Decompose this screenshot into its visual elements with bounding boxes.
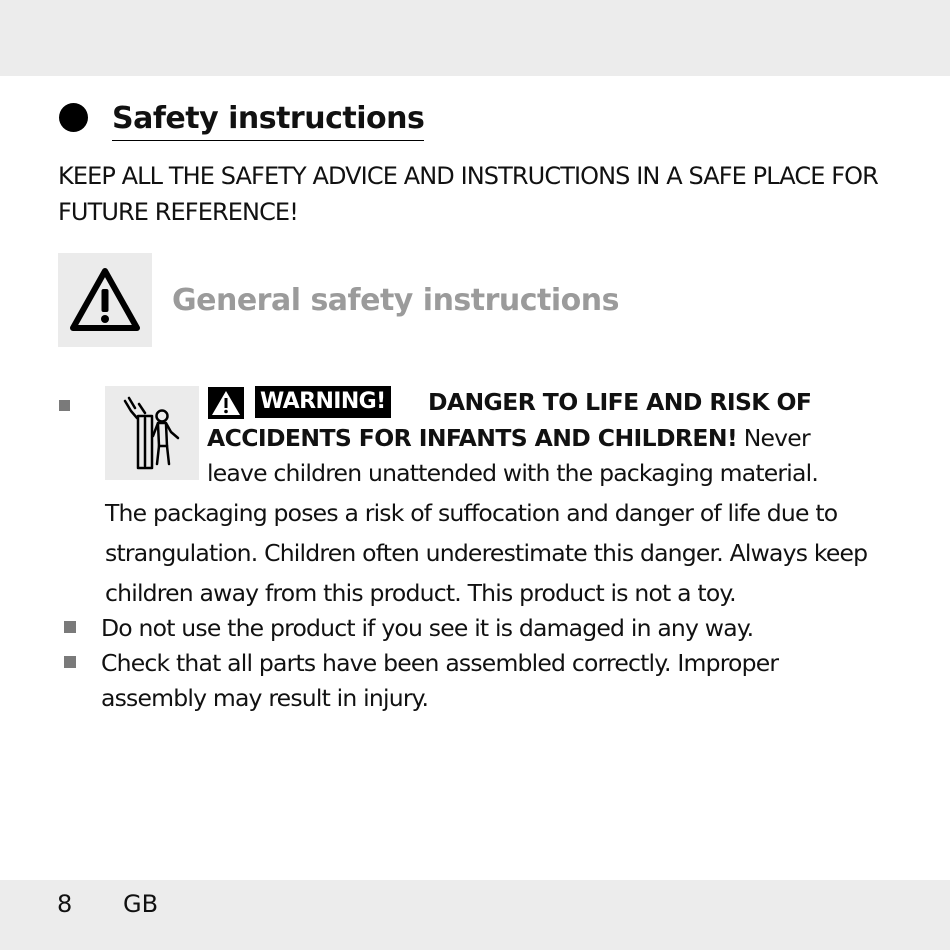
warning-text-line: leave children unattended with the packaging material. [207,459,818,487]
list-bullet [64,621,76,633]
section-title: Safety instructions [112,100,424,141]
warning-text-line: strangulation. Children often underestimate this danger. Always keep [105,539,868,567]
list-bullet [64,656,76,668]
section-bullet-icon [59,103,88,132]
warning-triangle-small-icon [208,387,244,423]
warning-badge: WARNING! [255,386,391,418]
language-code: GB [123,890,159,918]
keep-instructions-notice: KEEP ALL THE SAFETY ADVICE AND INSTRUCTIONS IN A SAFE PLACE FOR FUTURE REFERENCE! [58,162,878,226]
list-item: Check that all parts have been assembled correctly. Improper assembly may result in injury. [101,649,779,712]
list-item: Do not use the product if you see it is damaged in any way. [101,614,754,642]
general-safety-title: General safety instructions [172,283,620,318]
list-bullet [59,400,70,411]
warning-headline-part2: ACCIDENTS FOR INFANTS AND CHILDREN! Never [207,424,810,452]
top-band [0,0,950,76]
page-number: 8 [57,890,73,918]
warning-triangle-icon [58,253,152,347]
warning-text-inline: Never [743,424,810,452]
warning-text-line: children away from this product. This product is not a toy. [105,579,736,607]
warning-text-line: The packaging poses a risk of suffocation and danger of life due to [105,499,838,527]
warning-headline-part1: DANGER TO LIFE AND RISK OF [428,388,812,416]
child-with-packaging-icon [105,386,199,480]
